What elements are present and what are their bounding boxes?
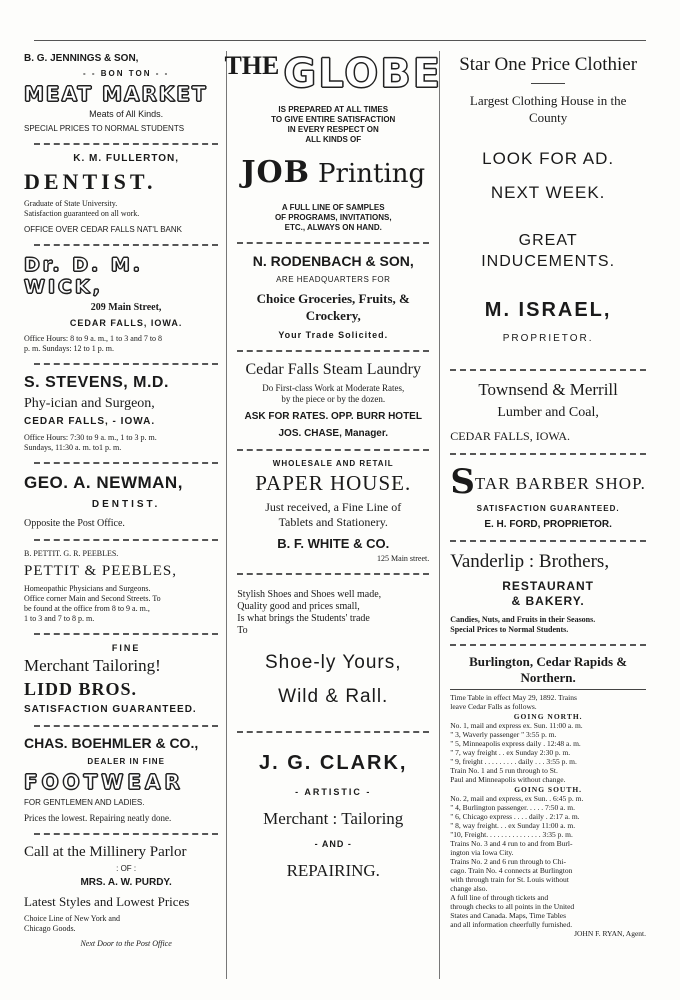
townsend-firm: Townsend & Merrill [478,380,618,399]
ad-stevens-physician [24,371,218,457]
townsend-goods: Lumber and Coal, [497,405,599,420]
divider [34,363,218,365]
rodenbach-firm: N. RODENBACH & SON, [252,253,414,269]
divider [34,462,218,464]
vanderlip-line3: Candies, Nuts, and Fruits in their Seasons. [450,615,596,624]
globe-line3: IN EVERY RESPECT ON [287,125,379,134]
globe-printing: Printing [318,159,426,189]
railroad-note-2: ington via Iowa City. [450,848,514,857]
railroad-note-5: with through train for St. Louis without [450,875,569,884]
ad-wick-physician [24,252,218,358]
star-line1: Largest Clothing House in the County [469,93,627,125]
lidd-headline: Merchant Tailoring! [24,656,161,675]
star-line4: GREAT INDUCEMENTS. [481,232,616,270]
globe-line5: A FULL LINE OF SAMPLES [281,203,385,212]
ad-wild-rall-shoes [237,581,429,713]
railroad-line1: Time Table in effect May 29, 1892. Trains [450,693,577,702]
paper-address: 125 Main street. [377,554,430,563]
globe-line2: TO GIVE ENTIRE SATISFACTION [271,115,396,124]
globe-the: THE [224,51,280,80]
newman-role: DENTIST. [91,499,161,510]
globe-line1: IS PREPARED AT ALL TIMES [278,105,389,114]
paper-line1: Just received, a Fine Line of [265,500,402,514]
purdy-line2: : OF : [116,864,137,873]
lidd-firm: LIDD BROS. [24,679,138,699]
ad-fullerton-dentist [24,151,218,239]
wick-address: 209 Main Street, [90,302,162,313]
laundry-line1: Do First-class Work at Moderate Rates, [262,383,405,393]
railroad-note-9: States and Canada. Maps, Time Tables [450,911,567,920]
laundry-line2: by the piece or by the dozen. [281,394,386,404]
star-role: PROPRIETOR. [502,333,594,344]
globe-line7: ETC., ALWAYS ON HAND. [284,223,382,232]
boehmler-headline: FOOTWEAR [24,770,184,794]
rodenbach-goods: Choice Groceries, Fruits, & Crockery, [256,291,410,323]
purdy-footer: Next Door to the Post Office [80,939,172,948]
ad-purdy-millinery [24,841,218,952]
shoes-headline-2: Wild & Rall. [278,686,389,707]
ad-steam-laundry [237,358,429,444]
purdy-line5: Chicago Goods. [24,924,76,933]
railroad-north-2: " 3, Waverly passenger " 3:55 p. m. [450,730,557,739]
paper-headline: PAPER HOUSE. [255,471,412,495]
pettit-line4: 1 to 3 and 7 to 8 p. m. [24,614,95,623]
top-rule [34,40,646,41]
jennings-sub: - - BON TON - - [82,69,170,78]
boehmler-firm: CHAS. BOEHMLER & CO., [24,735,199,751]
clark-and: - AND - [314,839,352,849]
shoes-line3: Is what brings the Students' trade [237,613,370,624]
purdy-line3: Latest Styles and Lowest Prices [24,894,190,909]
purdy-line4: Choice Line of New York and [24,914,120,923]
railroad-note-4: cago. Train No. 4 connects at Burlington [450,866,573,875]
globe-name: GLOBE [283,51,443,97]
three-column-layout [24,51,646,979]
divider [450,453,646,455]
jennings-line1: Meats of All Kinds. [89,109,164,119]
pettit-line3: be found at the office from 8 to 9 a. m., [24,604,150,613]
railroad-south-heading: GOING SOUTH. [514,785,583,794]
laundry-rates: ASK FOR RATES. OPP. BURR HOTEL [244,411,422,422]
ad-newman-dentist [24,470,218,534]
star-line3: NEXT WEEK. [490,183,606,202]
ad-paper-house [237,457,429,568]
star-headline: Star One Price Clothier [459,54,638,75]
ad-townsend-merrill [450,377,646,448]
divider [450,644,646,646]
stevens-role: Phy-ician and Surgeon, [24,396,155,411]
vanderlip-line1: RESTAURANT [502,579,595,593]
divider [34,539,218,541]
boehmler-line1: FOR GENTLEMEN AND LADIES. [24,798,145,807]
ad-star-one-price-clothier [450,51,646,349]
wick-name: Dr. D. M. WICK, [24,254,143,298]
divider [34,244,218,246]
divider [237,449,429,451]
ad-star-barber-shop [450,461,646,535]
barber-headline: TAR BARBER SHOP. [474,474,646,493]
railroad-note-6: change also. [450,884,488,893]
fullerton-line3: OFFICE OVER CEDAR FALLS NAT'L BANK [24,225,183,234]
shoes-line4: To [237,625,248,636]
railroad-note-3: Trains No. 2 and 6 run through to Chi- [450,857,567,866]
ad-railroad-timetable [450,652,646,942]
railroad-north-3: " 5, Minneapolis express daily . 12:48 a. m. [450,739,581,748]
lidd-kicker: FINE [111,643,141,653]
divider [237,573,429,575]
globe-line4: ALL KINDS OF [305,135,362,144]
rodenbach-tagline: Your Trade Solicited. [278,330,389,340]
railroad-note-7: A full line of through tickets and [450,893,549,902]
wick-city: CEDAR FALLS, IOWA. [69,318,183,328]
railroad-north-6: Train No. 1 and 5 run through to St. [450,766,558,775]
railroad-north-heading: GOING NORTH. [513,712,583,721]
divider [450,540,646,542]
fullerton-headline: DENTIST. [24,169,157,194]
pettit-firm: PETTIT & PEEBLES, [24,563,177,579]
fullerton-line1: Graduate of State University. [24,199,118,208]
fullerton-line2: Satisfaction guaranteed on all work. [24,209,140,218]
column-right [440,51,646,979]
jennings-headline: MEAT MARKET [24,82,208,106]
railroad-headline: Burlington, Cedar Rapids & Northern. [469,654,628,685]
paper-name: B. F. WHITE & CO. [277,536,390,551]
barber-proprietor: E. H. FORD, PROPRIETOR. [484,519,612,530]
divider [237,350,429,352]
railroad-south-5: "10, Freight. . . . . . . . . . . . . . . 3:35 p. m. [450,830,573,839]
pettit-line1: Homeopathic Physicians and Surgeons. [24,584,151,593]
ad-vanderlip-brothers [450,548,646,639]
stevens-name: S. STEVENS, M.D. [24,374,169,391]
rodenbach-sub: ARE HEADQUARTERS FOR [276,275,391,284]
railroad-south-1: No. 2, mail and express, ex Sun. . 6:45 p. m. [450,794,584,803]
wick-hours-2: p. m. Sundays: 12 to 1 p. m. [24,344,115,353]
railroad-note-10: and all information cheerfully furnished. [450,920,573,929]
divider [34,633,218,635]
divider [237,242,429,244]
boehmler-line2: Prices the lowest. Repairing neatly done. [24,813,172,823]
railroad-note-8: through checks to all points in the United [450,902,575,911]
globe-line6: OF PROGRAMS, INVITATIONS, [274,213,392,222]
ad-pettit-peebles [24,547,218,628]
railroad-north-5: " 9, freight . . . . . . . . . daily . . . 3:55 p. m. [450,757,577,766]
railroad-north-7: Paul and Minneapolis without change. [450,775,566,784]
wick-hours-1: Office Hours: 8 to 9 a. m., 1 to 3 and 7 to 8 [24,334,163,343]
townsend-city: CEDAR FALLS, IOWA. [450,429,571,443]
column-left [24,51,226,979]
railroad-agent: JOHN F. RYAN, Agent. [574,929,646,938]
globe-job: JOB [241,155,311,190]
shoes-line1: Stylish Shoes and Shoes well made, [237,589,382,600]
ad-lidd-bros-tailoring [24,641,218,720]
pettit-line2: Office corner Main and Second Streets. To [24,594,161,603]
ad-jennings-meat-market [24,51,218,138]
boehmler-sub: DEALER IN FINE [87,757,165,766]
railroad-note-1: Trains No. 3 and 4 run to and from Burl- [450,839,573,848]
ad-boehmler-footwear [24,733,218,828]
divider [237,731,429,733]
clark-name: J. G. CLARK, [259,752,408,774]
newman-location: Opposite the Post Office. [24,518,125,529]
stevens-hours-1: Office Hours: 7:30 to 9 a. m., 1 to 3 p. m. [24,433,157,442]
laundry-name: Cedar Falls Steam Laundry [245,361,421,378]
purdy-line1: Call at the Millinery Parlor [24,844,187,860]
railroad-line2: leave Cedar Falls as follows. [450,702,537,711]
stevens-hours-2: Sundays, 11:30 a. m. to1 p. m. [24,443,122,452]
railroad-north-4: " 7, way freight . . ex Sunday 2:30 p. m. [450,748,571,757]
divider [34,143,218,145]
purdy-name: MRS. A. W. PURDY. [80,877,172,888]
ad-jg-clark-tailoring [237,739,429,885]
vanderlip-firm: Vanderlip : Brothers, [450,551,610,572]
railroad-south-3: " 6, Chicago express . . . . daily . 2:17 a. m. [450,812,580,821]
divider [34,725,218,727]
divider [34,833,218,835]
clark-headline: Merchant : Tailoring [263,809,404,828]
paper-line2: Tablets and Stationery. [278,515,388,529]
vanderlip-line4: Special Prices to Normal Students. [450,625,569,634]
ad-globe-printing [224,51,443,237]
star-name: M. ISRAEL, [484,299,612,321]
stevens-city: CEDAR FALLS, - IOWA. [24,416,156,427]
railroad-south-2: " 4, Burlington passenger. . . . . 7:50 a. m. [450,803,575,812]
rule [450,689,646,690]
star-line2: LOOK FOR AD. [482,149,615,168]
shoes-headline-1: Shoe-ly Yours, [264,652,402,673]
barber-drop-cap: S [450,462,475,502]
short-rule [531,83,565,84]
divider [450,369,646,371]
lidd-tagline: SATISFACTION GUARANTEED. [24,704,197,715]
pettit-names: B. PETTIT. G. R. PEEBLES. [24,549,119,558]
laundry-manager: JOS. CHASE, Manager. [278,428,388,439]
paper-kicker: WHOLESALE AND RETAIL [272,459,394,468]
clark-kicker: - ARTISTIC - [295,787,372,797]
newman-name: GEO. A. NEWMAN, [24,473,183,492]
railroad-north-1: No. 1, mail and express ex. Sun. 11:00 a. m. [450,721,583,730]
fullerton-name: K. M. FULLERTON, [73,153,180,164]
barber-tagline: SATISFACTION GUARANTEED. [476,504,620,513]
vanderlip-line2: & BAKERY. [511,594,585,608]
jennings-title: B. G. JENNINGS & SON, [24,53,139,64]
clark-repairing: REPAIRING. [286,861,380,880]
railroad-south-4: " 8, way freight. . . ex Sunday 11:00 a. m. [450,821,576,830]
column-center [224,51,443,979]
jennings-line2: SPECIAL PRICES TO NORMAL STUDENTS [24,124,185,133]
ad-rodenbach-groceries [237,250,429,345]
shoes-line2: Quality good and prices small, [237,601,360,612]
